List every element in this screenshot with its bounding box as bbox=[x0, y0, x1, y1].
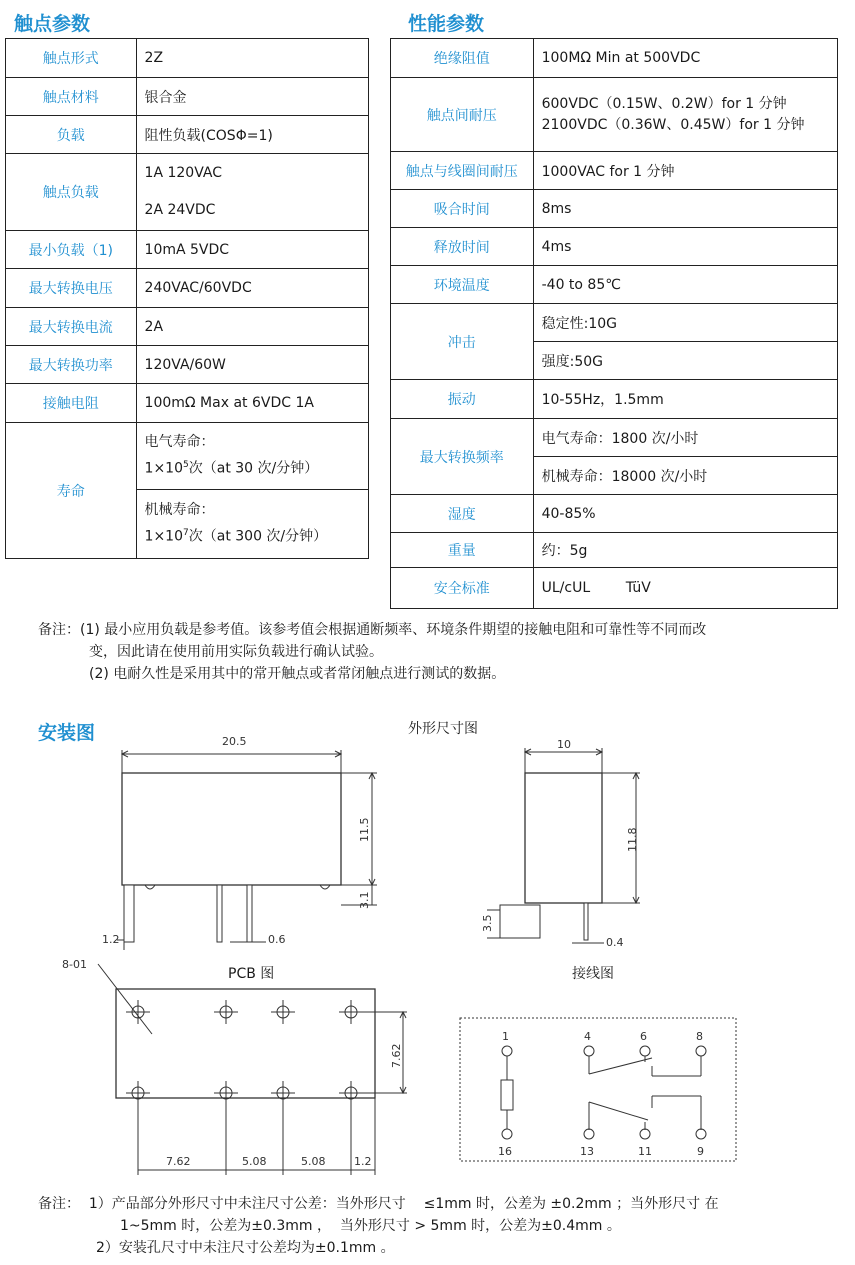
row-label: 释放时间 bbox=[391, 228, 534, 266]
row-label: 环境温度 bbox=[391, 266, 534, 304]
install-section-title: 安装图 bbox=[38, 722, 96, 744]
row-label: 最大转换电流 bbox=[6, 308, 137, 346]
row-value: 8ms bbox=[533, 190, 837, 228]
row-value: 40-85% bbox=[533, 495, 837, 533]
footnote-line: 变，因此请在使用前用实际负载进行确认试验。 bbox=[89, 644, 383, 660]
pin-label-6: 6 bbox=[640, 1030, 647, 1043]
row-value: 240VAC/60VDC bbox=[136, 269, 368, 308]
pin-label-1: 1 bbox=[502, 1030, 509, 1043]
dim-pin-length: 3.1 bbox=[358, 891, 371, 909]
row-value-line: 1A 120VAC bbox=[144, 165, 222, 181]
elec-life-rate: 次（at 30 次/分钟） bbox=[188, 460, 319, 477]
row-label: 触点材料 bbox=[6, 78, 137, 116]
side-view-drawing bbox=[481, 738, 640, 949]
pin-label-8: 8 bbox=[696, 1030, 703, 1043]
row-label: 最小负载（1) bbox=[6, 231, 137, 269]
outline-title: 外形尺寸图 bbox=[408, 721, 478, 737]
footnote-line: 2）安装孔尺寸中未注尺寸公差均为±0.1mm 。 bbox=[96, 1240, 395, 1256]
footnote-line: 备注： 1）产品部分外形尺寸中未注尺寸公差：当外形尺寸 ≤1mm 时，公差为 ±0.2mm ；当外形尺寸 在 bbox=[38, 1196, 719, 1212]
row-value: 1000VAC for 1 分钟 bbox=[533, 152, 837, 190]
row-value: 稳定性:10G bbox=[533, 304, 837, 342]
row-label: 绝缘阻值 bbox=[391, 39, 534, 78]
row-value: 电气寿命：1800 次/小时 bbox=[533, 419, 837, 457]
footnote-line: 1~5mm 时，公差为±0.3mm ， 当外形尺寸 > 5mm 时，公差为±0.4mm 。 bbox=[120, 1218, 621, 1234]
pcb-holes bbox=[126, 1000, 363, 1105]
mech-life-label: 机械寿命： bbox=[144, 502, 215, 519]
row-value-line: 2A 24VDC bbox=[144, 202, 216, 218]
row-value: -40 to 85℃ bbox=[533, 266, 837, 304]
elec-life-label: 电气寿命： bbox=[144, 434, 215, 451]
footnote-block-2 bbox=[38, 1193, 719, 1259]
row-value: UL/cUL TüV bbox=[533, 568, 837, 609]
row-value: 4ms bbox=[533, 228, 837, 266]
elec-life-exp: 5 bbox=[183, 460, 189, 471]
pin-label-4: 4 bbox=[584, 1030, 591, 1043]
row-value: 银合金 bbox=[136, 78, 368, 116]
row-label: 触点形式 bbox=[6, 39, 137, 78]
row-value: 100mΩ Max at 6VDC 1A bbox=[136, 384, 368, 423]
dim-length: 20.5 bbox=[222, 735, 247, 748]
row-value-line: 2100VDC（0.36W、0.45W）for 1 分钟 bbox=[541, 116, 805, 133]
dim-pin-thickness: 0.6 bbox=[268, 933, 286, 946]
dim-pin-length-side: 3.5 bbox=[481, 914, 494, 932]
row-label: 最大转换频率 bbox=[391, 419, 534, 495]
footnote-line: (2) 电耐久性是采用其中的常开触点或者常闭触点进行测试的数据。 bbox=[89, 666, 506, 682]
row-label: 安全标准 bbox=[391, 568, 534, 609]
dim-pitch-a: 7.62 bbox=[166, 1155, 191, 1168]
dim-pitch-c: 5.08 bbox=[301, 1155, 326, 1168]
row-value: 100MΩ Min at 500VDC bbox=[533, 39, 837, 78]
coil-symbol bbox=[501, 1080, 513, 1110]
row-value: 10mA 5VDC bbox=[136, 231, 368, 269]
pin-label-16: 16 bbox=[498, 1145, 512, 1158]
row-value: 机械寿命：18000 次/小时 bbox=[533, 457, 837, 495]
footnote-line: 备注：(1) 最小应用负载是参考值。该参考值会根据通断频率、环境条件期望的接触电阻和可靠性等不同而改 bbox=[38, 622, 707, 638]
dim-height-side: 11.8 bbox=[626, 827, 639, 852]
dim-edge: 1.2 bbox=[354, 1155, 372, 1168]
pcb-title: PCB 图 bbox=[228, 966, 275, 982]
row-label: 最大转换功率 bbox=[6, 346, 137, 384]
row-label: 冲击 bbox=[391, 304, 534, 380]
elec-life-base: 1×10 bbox=[144, 460, 183, 477]
row-value: 约：5g bbox=[533, 533, 837, 568]
row-value: 2Z bbox=[136, 39, 368, 78]
dim-pitch-b: 5.08 bbox=[242, 1155, 267, 1168]
dim-width: 10 bbox=[557, 738, 571, 751]
row-label: 湿度 bbox=[391, 495, 534, 533]
dim-height: 11.5 bbox=[358, 817, 371, 842]
wiring-title: 接线图 bbox=[572, 966, 614, 982]
pin-label-13: 13 bbox=[580, 1145, 594, 1158]
mech-life-rate: 次（at 300 次/分钟） bbox=[188, 528, 328, 545]
row-value-line: 600VDC（0.15W、0.2W）for 1 分钟 bbox=[541, 95, 787, 112]
contact-section-title: 触点参数 bbox=[14, 13, 91, 35]
row-value: 120VA/60W bbox=[136, 346, 368, 384]
dim-pin-thickness-side: 0.4 bbox=[606, 936, 624, 949]
row-value: 强度:50G bbox=[533, 342, 837, 380]
row-label: 吸合时间 bbox=[391, 190, 534, 228]
dim-row-pitch: 7.62 bbox=[390, 1043, 403, 1068]
pin-label-9: 9 bbox=[697, 1145, 704, 1158]
row-label: 寿命 bbox=[6, 423, 137, 559]
row-label: 触点负载 bbox=[6, 154, 137, 231]
dim-pin-width: 1.2 bbox=[102, 933, 120, 946]
row-label: 触点与线圈间耐压 bbox=[391, 152, 534, 190]
row-label: 触点间耐压 bbox=[391, 78, 534, 152]
row-label: 重量 bbox=[391, 533, 534, 568]
row-label: 接触电阻 bbox=[6, 384, 137, 423]
dim-hole: 8-01 bbox=[62, 958, 87, 971]
pin-label-11: 11 bbox=[638, 1145, 652, 1158]
row-value: 10-55Hz，1.5mm bbox=[533, 380, 837, 419]
pcb-drawing bbox=[62, 958, 407, 1175]
mech-life-base: 1×10 bbox=[144, 528, 183, 545]
row-label: 最大转换电压 bbox=[6, 269, 137, 308]
row-label: 负载 bbox=[6, 116, 137, 154]
row-label: 振动 bbox=[391, 380, 534, 419]
performance-section-title: 性能参数 bbox=[408, 13, 485, 35]
wiring-diagram bbox=[460, 1018, 736, 1161]
front-view-drawing bbox=[102, 735, 377, 950]
row-value: 2A bbox=[136, 308, 368, 346]
row-value: 阻性负载(COSΦ=1) bbox=[136, 116, 368, 154]
mech-life-exp: 7 bbox=[183, 528, 189, 539]
